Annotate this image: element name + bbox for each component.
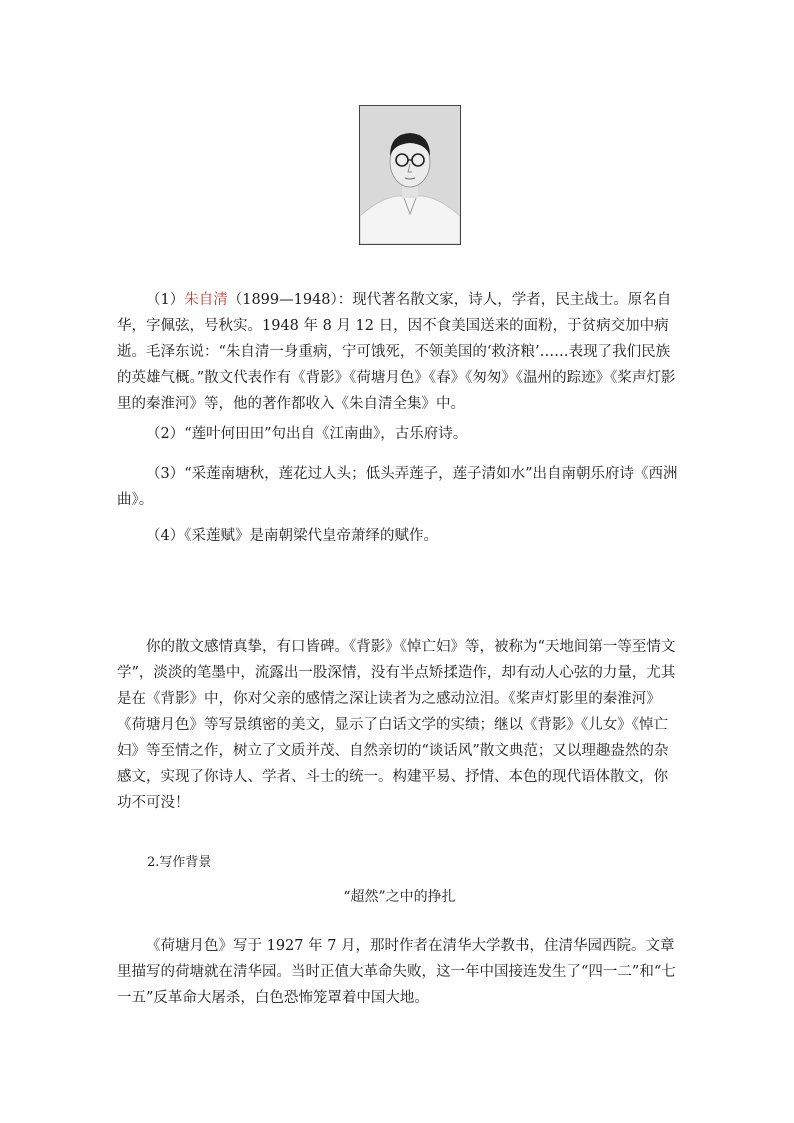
author-name: 朱自清 — [184, 291, 228, 308]
note-2: （2）“莲叶何田田”句出自《江南曲》，古乐府诗。 — [146, 425, 468, 442]
tribute-paragraph: 你的散文感情真挚，有口皆碑。《背影》《悼亡妇》等，被称为“天地间第一等至情文学”，淡淡的笔墨中，流露出一股深情，没有半点矫揉造作，却有动人心弦的力量，尤其是在《背影》中，你对父亲的感情之深让读者为之感动泣泪。《桨声灯影里的秦淮河》《荷塘月色》等写景缜密的美文，显示了白话文学的实绩；继以《背影》《儿女》《悼亡妇》等至情之作，树立了文质并茂、自然亲切的“谈话风”散文典范；又以理趣盎然的杂感文，实现了你诗人、学者、斗士的统一。构建平易、抒情、本色的现代语体散文，你功不可没！ — [117, 638, 676, 811]
note-1-number: （1） — [146, 291, 185, 308]
section-body: 《荷塘月色》写于 1927 年 7 月，那时作者在清华大学教书，住清华园西院。文章里描写的荷塘就在清华园。当时正值大革命失败，这一年中国接连发生了“四一二”和“七一五”反革命大屠杀，白色恐怖笼罩着中国大地。 — [117, 937, 676, 1006]
note-1-text: （1899—1948）：现代著名散文家，诗人，学者，民主战士。原名自华，字佩弦，号秋实。1948 年 8 月 12 日，因不食美国送来的面粉，于贫病交加中病逝。毛泽东说：“朱自清一身重病，宁可饿死，不领美国的‘救济粮’……表现了我们民族的英雄气概。”散文代表作有《背影》《荷塘月色》《春》《匆匆》《温州的踪迹》《桨声灯影里的秦淮河》等，他的著作都收入《朱自清全集》中。 — [117, 291, 676, 412]
portrait-illustration — [360, 106, 460, 244]
portrait-photo — [359, 105, 461, 245]
section-heading: 2.写作背景 — [147, 855, 212, 870]
note-1 — [117, 287, 682, 417]
note-4: （4）《采莲赋》是南朝梁代皇帝萧绎的赋作。 — [146, 527, 438, 544]
section-title: “超然”之中的挣扎 — [343, 889, 456, 905]
note-3: （3）“采莲南塘秋，莲花过人头；低头弄莲子，莲子清如水”出自南朝乐府诗《西洲曲》。 — [117, 465, 678, 508]
